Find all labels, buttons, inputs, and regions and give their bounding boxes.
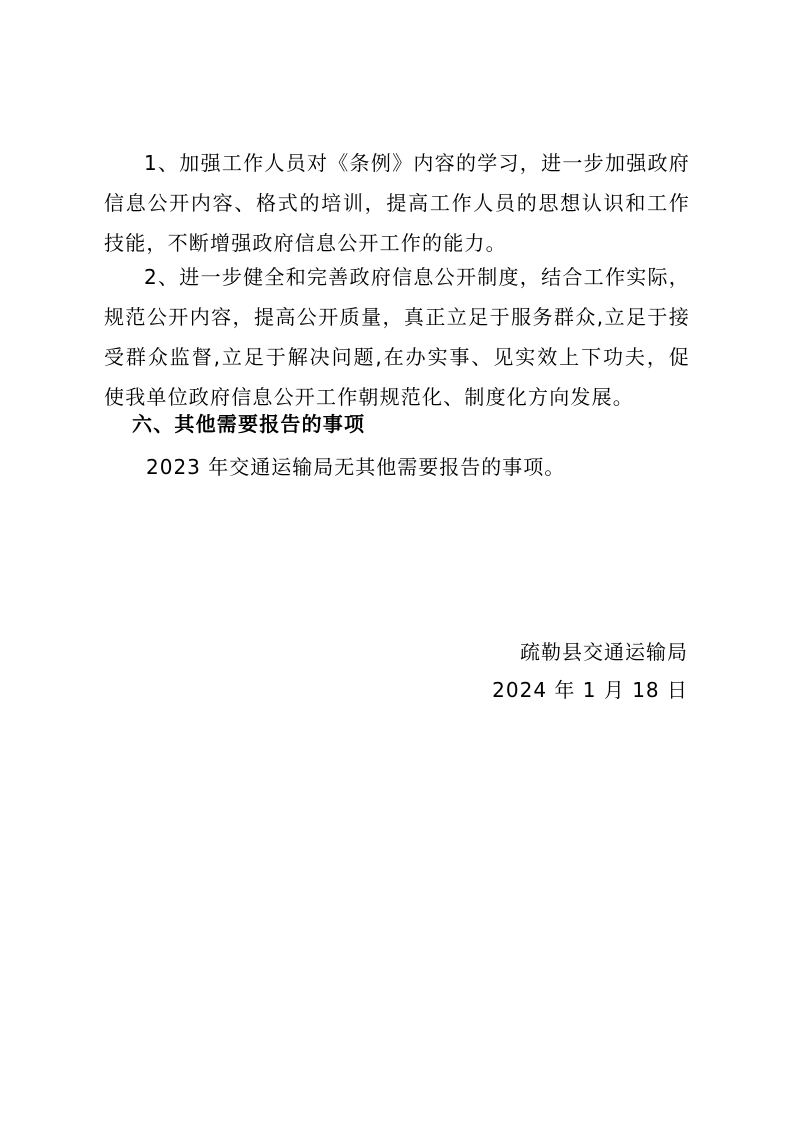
section-heading: 六、其他需要报告的事项 — [132, 412, 366, 436]
section-text: 2023 年交通运输局无其他需要报告的事项。 — [146, 455, 566, 479]
paragraph-1: 1、加强工作人员对《条例》内容的学习，进一步加强政府信息公开内容、格式的培训，提高工作人员的思想认识和工作技能，不断增强政府信息公开工作的能力。 — [104, 151, 690, 255]
signature-organization: 疏勒县交通运输局 — [520, 640, 688, 664]
signature-date: 2024 年 1 月 18 日 — [492, 678, 688, 702]
paragraph-2: 2、进一步健全和完善政府信息公开制度，结合工作实际，规范公开内容，提高公开质量，真正立足于服务群众,立足于接受群众监督,立足于解决问题,在办实事、见实效上下功夫，促使我单位政府信息公开工作朝规范化、制度化方向发展。 — [104, 265, 690, 409]
